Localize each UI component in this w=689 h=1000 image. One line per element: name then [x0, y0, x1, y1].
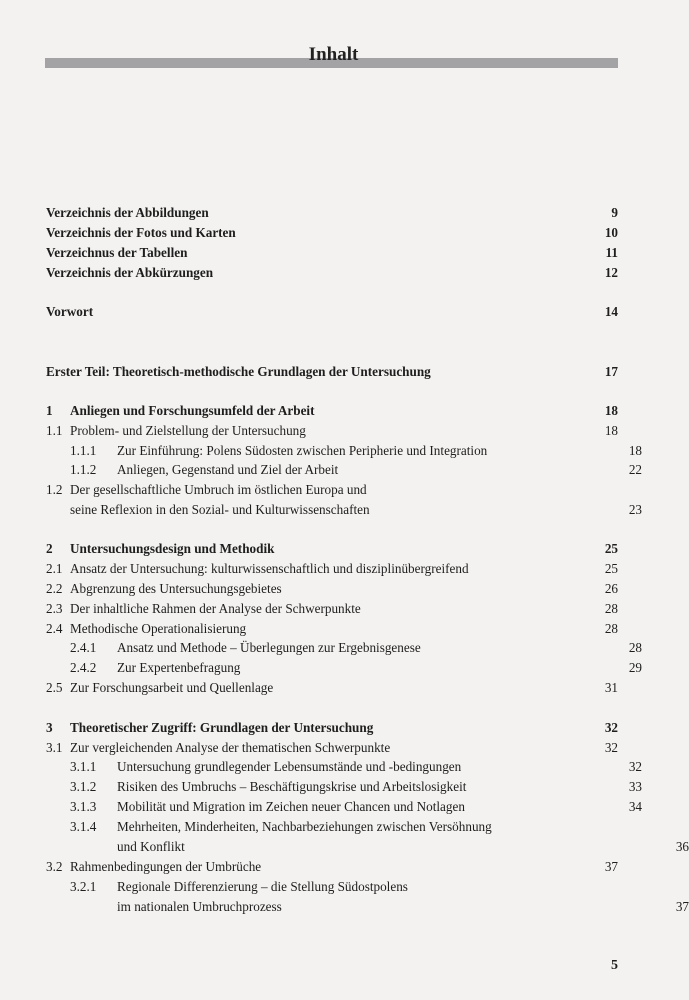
entry-number: 2.5: [46, 680, 63, 695]
entry-title: Methodische Operationalisierung: [70, 621, 247, 636]
entry-page: 29: [628, 660, 642, 675]
toc-entry[interactable]: [46, 757, 642, 777]
entry-title: Verzeichnis der Abkürzungen: [46, 265, 214, 280]
entry-page: 14: [604, 304, 618, 319]
entry-number: 1.2: [46, 482, 63, 497]
toc-entry-front[interactable]: [46, 302, 618, 322]
entry-page: 33: [628, 779, 642, 794]
toc-entry[interactable]: [46, 480, 618, 500]
entry-title: Abgrenzung des Untersuchungsgebietes: [70, 581, 282, 596]
entry-title: Rahmenbedingungen der Umbrüche: [70, 859, 262, 874]
entry-page: 25: [604, 561, 618, 576]
entry-title: Zur Expertenbefragung: [117, 660, 241, 675]
entry-title: Problem- und Zielstellung der Untersuchung: [70, 423, 306, 438]
toc-entry[interactable]: [46, 599, 618, 619]
entry-page: 9: [611, 205, 618, 220]
page-title: Inhalt: [308, 44, 359, 65]
toc-entry[interactable]: [46, 658, 642, 678]
entry-number: 1.1.2: [70, 462, 97, 477]
entry-number: 3.1: [46, 740, 63, 755]
entry-title: Erster Teil: Theoretisch-methodische Grundlagen der Untersuchung: [46, 364, 431, 379]
entry-title: Risiken des Umbruchs – Beschäftigungskrise und Arbeitslosigkeit: [117, 779, 467, 794]
entry-number: 1.1.1: [70, 443, 97, 458]
entry-title: Anliegen, Gegenstand und Ziel der Arbeit: [117, 462, 339, 477]
toc-entry[interactable]: [46, 877, 642, 897]
entry-number: 1: [46, 403, 53, 418]
toc-entry[interactable]: [46, 857, 618, 877]
entry-title: Anliegen und Forschungsumfeld der Arbeit: [70, 403, 315, 418]
entry-page: 32: [604, 720, 618, 735]
toc-entry[interactable]: [46, 559, 618, 579]
toc-entry-front[interactable]: [46, 223, 618, 243]
toc-entry[interactable]: [46, 401, 618, 421]
toc-entry[interactable]: [46, 777, 642, 797]
entry-page: 32: [628, 759, 642, 774]
entry-number: 3.1.1: [70, 759, 97, 774]
entry-number: 2.4.1: [70, 640, 97, 655]
entry-title: Untersuchungsdesign und Methodik: [70, 541, 275, 556]
toc-entry-part[interactable]: [46, 362, 618, 382]
toc-entry-continuation[interactable]: [46, 897, 689, 917]
entry-number: 2.4.2: [70, 660, 97, 675]
entry-number: 3.1.4: [70, 819, 97, 834]
entry-title: Mobilität und Migration im Zeichen neuer Chancen und Notlagen: [117, 799, 465, 814]
entry-title: Verzeichnis der Abbildungen: [46, 205, 209, 220]
entry-title: Vorwort: [46, 304, 94, 319]
toc-entry[interactable]: [46, 738, 618, 758]
entry-page: 10: [604, 225, 618, 240]
entry-page: 26: [604, 581, 618, 596]
toc-entry[interactable]: [46, 718, 618, 738]
entry-title: Der inhaltliche Rahmen der Analyse der Schwerpunkte: [70, 601, 361, 616]
entry-title: Theoretischer Zugriff: Grundlagen der Untersuchung: [70, 720, 374, 735]
entry-number: 2: [46, 541, 53, 556]
entry-title: Ansatz der Untersuchung: kulturwissenschaftlich und disziplinübergreifend: [70, 561, 469, 576]
entry-page: 11: [605, 245, 618, 260]
entry-number: 3.2: [46, 859, 63, 874]
toc-entry[interactable]: [46, 678, 618, 698]
toc-entry[interactable]: [46, 539, 618, 559]
entry-title: Zur Forschungsarbeit und Quellenlage: [70, 680, 274, 695]
entry-number: 3: [46, 720, 53, 735]
entry-page: 18: [628, 443, 642, 458]
toc-entry-continuation[interactable]: [46, 837, 689, 857]
entry-number: 1.1: [46, 423, 63, 438]
entry-page: 28: [604, 601, 618, 616]
toc-entry[interactable]: [46, 638, 642, 658]
entry-page: 23: [628, 502, 642, 517]
toc-entry[interactable]: [46, 579, 618, 599]
toc-entry-continuation[interactable]: [46, 500, 642, 520]
entry-page: 28: [628, 640, 642, 655]
entry-number: 2.2: [46, 581, 63, 596]
entry-number: 3.1.2: [70, 779, 97, 794]
toc-entry[interactable]: [46, 460, 642, 480]
entry-page: 37: [604, 859, 618, 874]
entry-title: Verzeichnis der Fotos und Karten: [46, 225, 236, 240]
entry-page: 31: [604, 680, 618, 695]
toc-entry-front[interactable]: [46, 203, 618, 223]
entry-page: 22: [628, 462, 642, 477]
entry-page: 17: [604, 364, 618, 379]
entry-title: Ansatz und Methode – Überlegungen zur Ergebnisgenese: [117, 640, 421, 655]
entry-title: Zur Einführung: Polens Südosten zwischen Peripherie und Integration: [117, 443, 488, 458]
toc-entry-front[interactable]: [46, 243, 618, 263]
entry-number: 2.4: [46, 621, 63, 636]
entry-title: Verzeichnus der Tabellen: [46, 245, 188, 260]
entry-title: Untersuchung grundlegender Lebensumstände und -bedingungen: [117, 759, 462, 774]
toc-entry[interactable]: [46, 817, 642, 837]
entry-page: 32: [604, 740, 618, 755]
toc-entry[interactable]: [46, 619, 618, 639]
entry-title: Regionale Differenzierung – die Stellung Südostpolens: [117, 879, 408, 894]
entry-page: 25: [604, 541, 618, 556]
entry-title: Zur vergleichenden Analyse der thematischen Schwerpunkte: [70, 740, 391, 755]
entry-page: 28: [604, 621, 618, 636]
entry-page: 34: [628, 799, 642, 814]
entry-title: im nationalen Umbruchprozess: [117, 899, 282, 914]
toc-entry[interactable]: [46, 797, 642, 817]
entry-page: 37: [675, 899, 689, 914]
entry-number: 2.3: [46, 601, 63, 616]
entry-page: 18: [604, 403, 618, 418]
entry-page: 18: [604, 423, 618, 438]
entry-number: 2.1: [46, 561, 63, 576]
toc-entry[interactable]: [46, 441, 642, 461]
entry-title: Der gesellschaftliche Umbruch im östlichen Europa und: [70, 482, 367, 497]
entry-number: 3.2.1: [70, 879, 97, 894]
entry-page: 36: [675, 839, 689, 854]
entry-title: Mehrheiten, Minderheiten, Nachbarbeziehungen zwischen Versöhnung: [117, 819, 492, 834]
entry-title: und Konflikt: [117, 839, 185, 854]
page-number: 5: [611, 958, 618, 973]
entry-title: seine Reflexion in den Sozial- und Kulturwissenschaften: [70, 502, 370, 517]
toc-entry-front[interactable]: [46, 263, 618, 283]
entry-page: 12: [604, 265, 618, 280]
entry-number: 3.1.3: [70, 799, 97, 814]
toc-entry[interactable]: [46, 421, 618, 441]
